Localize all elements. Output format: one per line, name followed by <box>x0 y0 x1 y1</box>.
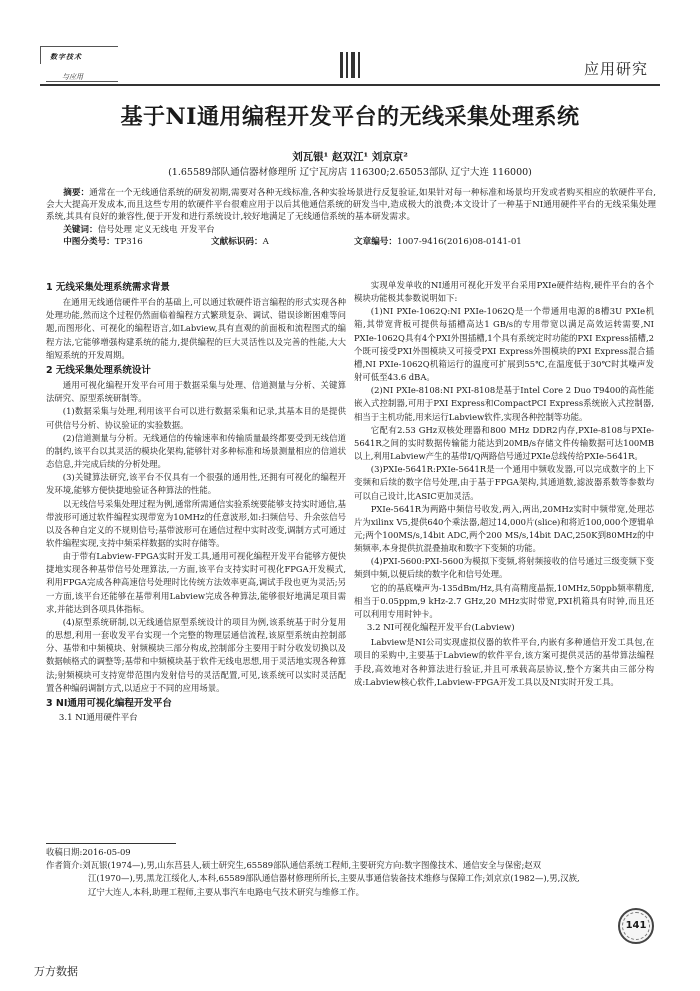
received-date: 收稿日期:2016-05-09 <box>46 847 131 857</box>
paragraph: 由于带有Labview-FPGA实时开发工具,通用可视化编程开发平台能够方便快捷地实现各种基带信号处理算法,一方面,该平台支持实时可视化FPGA开发模式,利用FPGA完成各种高速信号处理时比传统方法效率更高,调试手段也更为灵活;另一方面,该平台还能够在基带利用Labview完成各种算法,能够很好地满足项目需求,并能达到各项具体指标。 <box>46 551 346 614</box>
paragraph: 通用可视化编程开发平台可用于数据采集与处理、信道测量与分析、关键算法研究、原型系统研制等。 <box>46 380 346 404</box>
footnotes <box>46 846 658 899</box>
keywords-label: 关键词： <box>63 224 98 235</box>
paragraph: 以无线信号采集处理过程为例,通常所需通信实验系统要能够支持实时通信,基带波形可通过软件编程实现带宽为10MHz的任意波形,如:扫频信号、升余弦信号以及各种自定义的不规则信号;基带波形可在通信过程中实时改变,调制方式可通过软件编程实现,支持中频采样数据的实时存储等。 <box>46 498 346 548</box>
footnote-rule <box>46 843 176 844</box>
paragraph: (1)NI PXIe-1062Q:NI PXIe-1062Q是一个带通用电源的8槽3U PXIe机箱,其带宽背板可提供每插槽高达1 GB/s的专用带宽以满足高效运转需要,NI PXIe-1062Q具有4个PXI外围插槽,1个具有系统定时功能的PXI Express插槽,2个既可接受PXI外围模块又可接受PXI Express外围模块的PXI Express混合插槽,NI PXIe-1062Q机箱运行的温度可扩展到55℃,在温度低于30℃时其噪声发射可低至43.6 dBA。 <box>354 306 654 383</box>
paragraph: 它配有2.53 GHz双核处理器和800 MHz DDR2内存,PXIe-8108与PXIe-5641R之间的实时数据传输能力能达到20MB/s存储文件传输数据可达100MB以上,利用Labview产生的基带I/Q两路信号通过PXIe总线传给PXIe-5641R。 <box>354 424 654 462</box>
keywords-row <box>46 224 656 236</box>
section-heading: 3 NI通用可视化编程开发平台 <box>46 697 172 709</box>
articleno-field <box>354 236 522 248</box>
page-number: 141 <box>625 920 647 931</box>
bio-label: 作者简介: <box>46 860 83 871</box>
journal-logo <box>40 46 120 86</box>
doccode-field <box>211 236 269 248</box>
paragraph: 实现单发单收的NI通用可视化开发平台采用PXIe硬件结构,硬件平台的各个模块功能极其参数说明如下: <box>354 280 654 304</box>
abstract-text: 通常在一个无线通信系统的研发初期,需要对各种无线标准,各种实验场景进行反复验证,如果针对每一种标准和场景均开发或者购买相应的软硬件平台,会大大提高开发成本,而且这些专用的软硬件平台很难应用于以后其他通信系统的研发当中,造成极大的浪费;本文设计了一种基于NI通用硬件平台的无线采集处理系统,其具有良好的兼容性,便于开发和进行系统设计,较好地满足了无线通信系统的基本研发需求。 <box>46 188 656 223</box>
section-heading: 1 无线采集处理系统需求背景 <box>46 282 170 293</box>
classification-row <box>46 236 656 249</box>
paragraph: Labview是NI公司实现虚拟仪器的软件平台,内嵌有多种通信开发工具包,在项目的采购中,主要基于Labview的软件平台,该方案可提供灵活的基带算法编程手段,高效地对各种算法进行验证,并且可承载高层协议,整个方案共由三部分构成:Labview核心软件,Labview-FPGA开发工具以及NI实时开发工具。 <box>354 637 654 687</box>
article-title: 基于NI通用编程开发平台的无线采集处理系统 <box>120 104 580 130</box>
page-number-badge <box>618 908 654 944</box>
abstract-block <box>46 187 656 249</box>
abstract-paragraph <box>46 187 656 224</box>
doccode-value: A <box>262 236 269 247</box>
bio-text-1: 刘瓦银(1974—),男,山东莒县人,硕士研究生,65589部队通信系统工程师,主要研究方向:数字图像技术、通信安全与保密;赵双 <box>82 860 542 871</box>
paragraph: 它的的基底噪声为-135dBm/Hz,具有高精度晶振,10MHz,50ppb频率精度,相当于0.05ppm,9 kHz-2.7 GHz,20 MHz实时带宽,PXI机箱具有时钟,而且还可以利用专用时钟卡。 <box>354 582 654 619</box>
paragraph: (3)PXIe-5641R:PXIe-5641R是一个通用中频收发器,可以完成数字的上下变频和后续的数字信号处理,由于基于FPGA架构,其通道数,滤波器系数等参数均可以自己设计,比ASIC更加灵活。 <box>354 464 654 501</box>
clc-label: 中图分类号： <box>63 236 115 247</box>
paragraph: (4)PXI-5600:PXI-5600为模拟下变频,将射频接收的信号通过三级变频下变频到中频,以便后续的数字化和信号处理。 <box>354 556 654 580</box>
paragraph: PXIe-5641R为两路中频信号收发,两入,两出,20MHz实时中频带宽,处理芯片为xilinx V5,提供640个乘法器,超过14,000片(slice)和将近100,000个逻辑单元;两个100MS/s,14bit ADC,两个200 MS/s,14bit DAC,250K到80MHz的中频频率,本身提供抗混叠抽取和数字下变频的功能。 <box>354 503 654 554</box>
keywords-text: 信号处理 定义无线电 开发平台 <box>97 224 215 235</box>
section-label: 应用研究 <box>583 60 648 78</box>
article-authors: 刘瓦银¹ 赵双江¹ 刘京京² <box>292 151 408 163</box>
watermark: 万方数据 <box>34 965 78 978</box>
paragraph: 在通用无线通信硬件平台的基础上,可以通过软硬件语言编程的形式实现各种处理功能,然而这个过程仍然面临着编程方式繁琐复杂、调试、错误诊断困难等问题,而图形化、可视化的编程语言,如Labview,具有直观的前面板和流程图式的编程方法,它能够增强构建系统的能力,提供编程的巨大灵活性以及完善的性能,大大缩短系统的开发周期。 <box>46 297 346 360</box>
section-heading: 2 无线采集处理系统设计 <box>46 364 151 376</box>
journal-logo-line1: 数字技术 <box>50 52 82 61</box>
paragraph: (2)NI PXIe-8108:NI PXI-8108是基于Intel Core 2 Duo T9400的高性能嵌入式控制器,可用于PXI Express和CompactPCI Express系统嵌入式控制器,相当于主机功能,用来运行Labview软件,实现各种控制等功能。 <box>354 385 654 422</box>
paragraph: (1)数据采集与处理,利用该平台可以进行数据采集和记录,其基本目的是提供可供信号分析、协议验证的实验数据。 <box>46 406 346 430</box>
author-bio-line1 <box>46 859 658 872</box>
header-rule <box>40 84 660 86</box>
subsection-heading: 3.2 NI可视化编程开发平台(Labview) <box>366 623 515 634</box>
right-column <box>354 279 654 689</box>
journal-logo-line2: 与应用 <box>62 73 83 81</box>
left-column <box>46 279 346 726</box>
paragraph: (4)原型系统研制,以无线通信原型系统设计的项目为例,该系统基于时分复用的思想,利用一套收发平台实现一个完整的物理层通信流程,该原型系统由控制部分、基带和中频模块、射频模块三部分构成,控制部分主要用于时分收发切换以及数据帧格式的调整等;基带和中频模块基于软件无线电思想,用于灵活地实现各种算法;射频模块可支持宽带范围内发射信号的灵活配置,可见,该系统可以实时灵活配置各种编码调制方式,以适应于不同的应用场景。 <box>46 616 346 693</box>
subsection-heading: 3.1 NI通用硬件平台 <box>58 713 138 723</box>
doccode-label: 文献标识码： <box>211 236 263 247</box>
clc-value: TP316 <box>114 236 143 247</box>
clc-field <box>63 236 143 248</box>
author-bio-line3: 辽宁大连人,本科,助理工程师,主要从事汽车电路电气技术研究与维修工作。 <box>88 886 364 897</box>
paragraph: (2)信道测量与分析。无线通信的传输速率和传输质量最终都要受到无线信道的制约,该平台以其灵活的模块化架构,能够针对多种标准和场景测量相应的信道状态信息,并完成后续的分析处理。 <box>46 432 346 470</box>
abstract-label: 摘要： <box>63 188 90 198</box>
paragraph: (3)关键算法研究,该平台不仅具有一个很强的通用性,还拥有可视化的编程开发环境,能够方便快捷地验证各种算法的性能。 <box>46 472 346 496</box>
author-bio-line2: 江(1970—),男,黑龙江绥化人,本科,65589部队通信器材修理所所长,主要从事通信装备技术维修与保障工作;刘京京(1982—),男,汉族, <box>88 873 580 884</box>
articleno-label: 文章编号： <box>354 236 397 247</box>
articleno-value: 1007-9416(2016)08-0141-01 <box>396 236 522 247</box>
article-affiliation: (1.65589部队通信器材修理所 辽宁瓦房店 116300;2.65053部队 辽宁大连 116000) <box>168 167 532 178</box>
